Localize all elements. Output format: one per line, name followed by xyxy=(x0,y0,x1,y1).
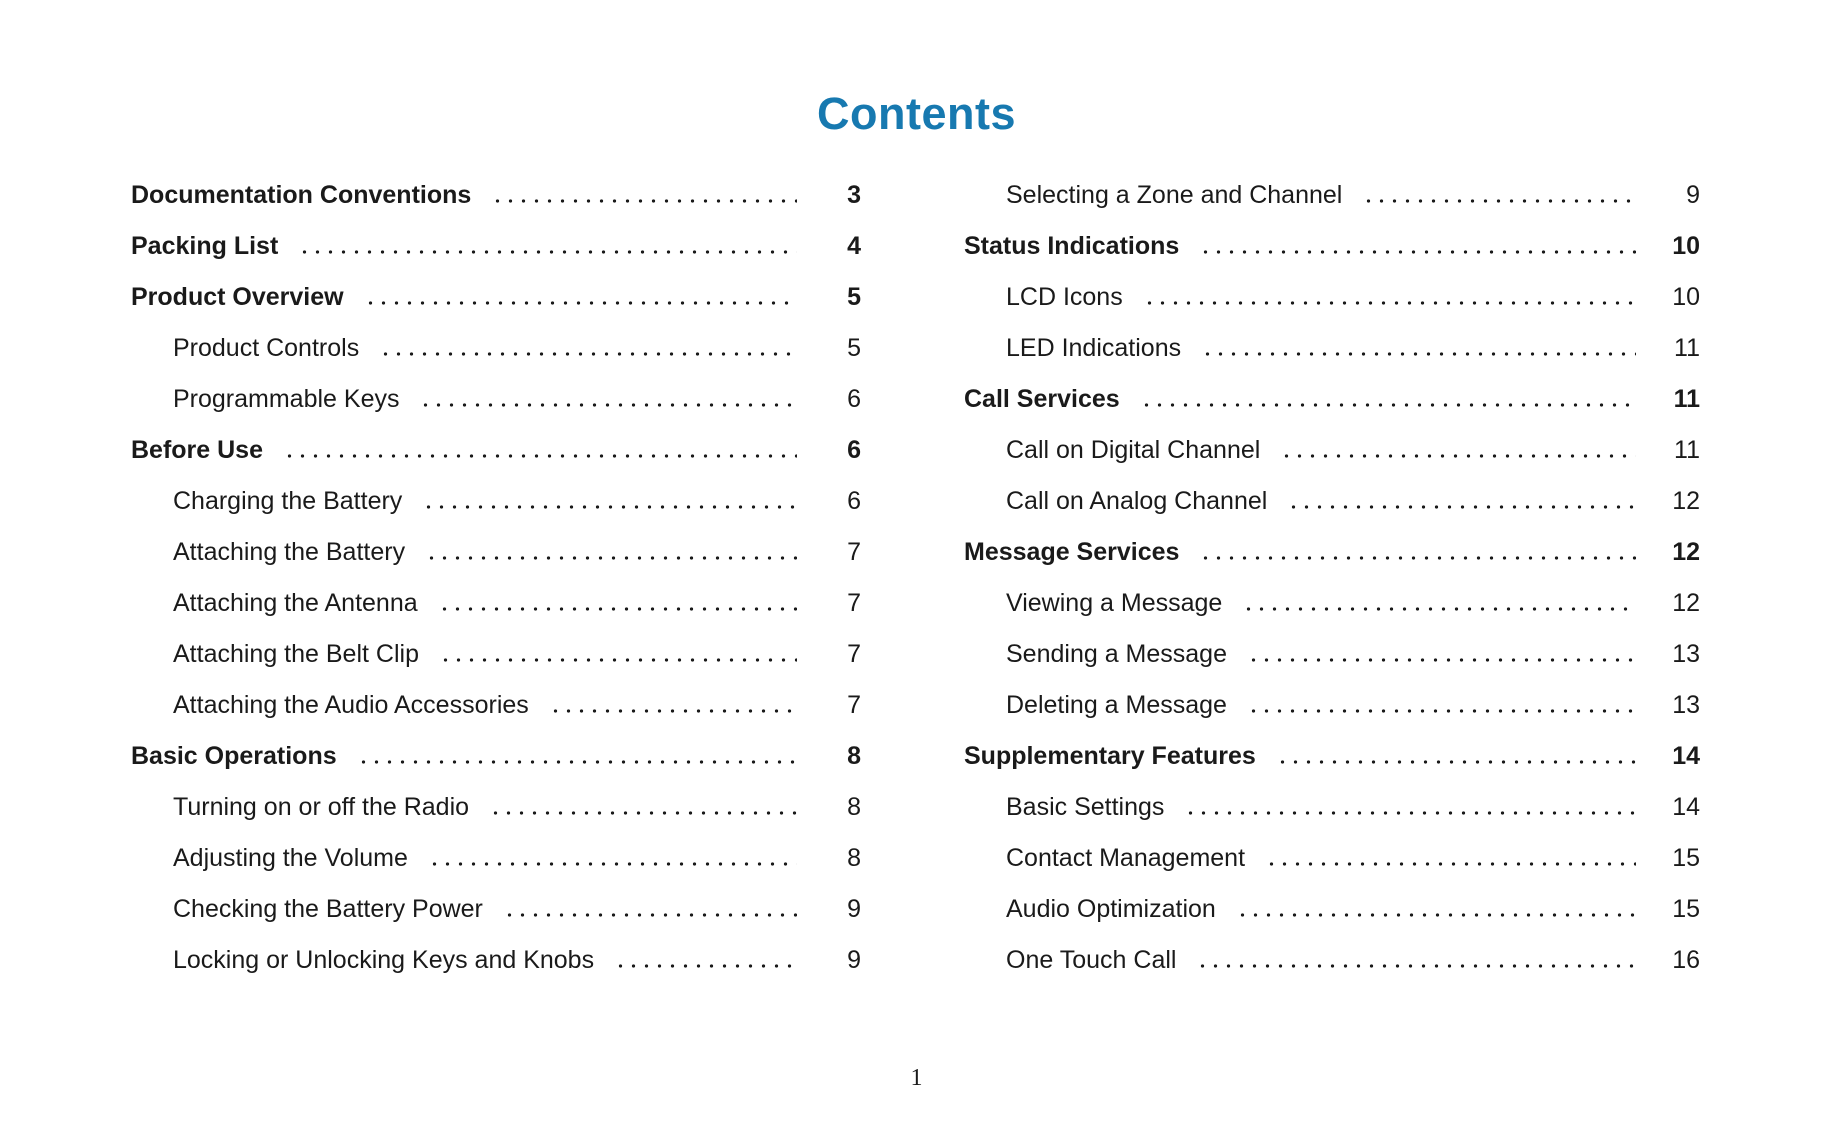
toc-entry-page: 16 xyxy=(1672,946,1700,974)
toc-entry-label: Programmable Keys xyxy=(173,385,400,413)
toc-entry-page: 4 xyxy=(847,232,861,260)
toc-entry-page: 6 xyxy=(847,385,861,413)
toc-entry-label: Basic Operations xyxy=(131,742,337,770)
toc-entry-page: 11 xyxy=(1674,334,1700,362)
toc-entry-before-use[interactable] xyxy=(131,425,861,476)
toc-entry-label: Adjusting the Volume xyxy=(173,844,408,872)
toc-entry-label: Supplementary Features xyxy=(964,742,1256,770)
dot-leader xyxy=(1143,301,1636,305)
toc-entry-label: One Touch Call xyxy=(1006,946,1177,974)
dot-leader xyxy=(419,403,797,407)
toc-entry-call-services[interactable] xyxy=(964,374,1700,425)
toc-entry-label: Audio Optimization xyxy=(1006,895,1216,923)
toc-entry-page: 6 xyxy=(847,487,861,515)
toc-entry-page: 14 xyxy=(1672,742,1700,770)
toc-entry-page: 13 xyxy=(1672,691,1700,719)
toc-entry-product-controls[interactable] xyxy=(131,323,861,374)
toc-entry-label: Product Overview xyxy=(131,283,344,311)
toc-entry-page: 9 xyxy=(1686,181,1700,209)
dot-leader xyxy=(1362,199,1636,203)
toc-entry-attaching-the-audio-accessories[interactable] xyxy=(131,680,861,731)
dot-leader xyxy=(489,811,797,815)
toc-entry-adjusting-the-volume[interactable] xyxy=(131,833,861,884)
toc-entry-label: Call Services xyxy=(964,385,1120,413)
toc-entry-supplementary-features[interactable] xyxy=(964,731,1700,782)
toc-entry-label: Packing List xyxy=(131,232,279,260)
toc-entry-page: 5 xyxy=(847,283,861,311)
toc-entry-charging-the-battery[interactable] xyxy=(131,476,861,527)
dot-leader xyxy=(1242,607,1636,611)
dot-leader xyxy=(439,658,797,662)
toc-entry-page: 7 xyxy=(847,691,861,719)
toc-entry-basic-operations[interactable] xyxy=(131,731,861,782)
toc-entry-label: Contact Management xyxy=(1006,844,1246,872)
dot-leader xyxy=(1276,760,1636,764)
toc-entry-page: 12 xyxy=(1672,487,1700,515)
toc-entry-page: 3 xyxy=(847,181,861,209)
toc-entry-deleting-a-message[interactable] xyxy=(964,680,1700,731)
toc-entry-label: Checking the Battery Power xyxy=(173,895,483,923)
dot-leader xyxy=(1196,964,1636,968)
page-title: Contents xyxy=(817,88,1016,139)
toc-entry-page: 12 xyxy=(1672,589,1700,617)
toc-entry-page: 9 xyxy=(847,946,861,974)
toc-entry-label: Attaching the Belt Clip xyxy=(173,640,419,668)
toc-entry-call-on-analog-channel[interactable] xyxy=(964,476,1700,527)
toc-entry-page: 11 xyxy=(1674,436,1700,464)
toc-entry-label: LED Indications xyxy=(1006,334,1182,362)
dot-leader xyxy=(1287,505,1636,509)
toc-entry-contact-management[interactable] xyxy=(964,833,1700,884)
toc-entry-label: Documentation Conventions xyxy=(131,181,472,209)
toc-entry-label: Attaching the Antenna xyxy=(173,589,418,617)
toc-entry-page: 15 xyxy=(1672,895,1700,923)
dot-leader xyxy=(503,913,797,917)
toc-entry-label: Locking or Unlocking Keys and Knobs xyxy=(173,946,595,974)
toc-entry-page: 8 xyxy=(847,844,861,872)
toc-entry-status-indications[interactable] xyxy=(964,221,1700,272)
toc-entry-page: 8 xyxy=(847,793,861,821)
toc-entry-label: Attaching the Audio Accessories xyxy=(173,691,529,719)
toc-entry-basic-settings[interactable] xyxy=(964,782,1700,833)
toc-entry-programmable-keys[interactable] xyxy=(131,374,861,425)
toc-entry-page: 6 xyxy=(847,436,861,464)
dot-leader xyxy=(1236,913,1636,917)
toc-entry-page: 12 xyxy=(1672,538,1700,566)
dot-leader xyxy=(491,199,797,203)
toc-entry-message-services[interactable] xyxy=(964,527,1700,578)
toc-entry-label: Message Services xyxy=(964,538,1180,566)
toc-entry-page: 8 xyxy=(847,742,861,770)
dot-leader xyxy=(379,352,797,356)
toc-entry-page: 13 xyxy=(1672,640,1700,668)
dot-leader xyxy=(1140,403,1636,407)
toc-entry-page: 7 xyxy=(847,589,861,617)
toc-entry-sending-a-message[interactable] xyxy=(964,629,1700,680)
toc-entry-turning-on-or-off-the-radio[interactable] xyxy=(131,782,861,833)
toc-entry-page: 9 xyxy=(847,895,861,923)
dot-leader xyxy=(1184,811,1636,815)
toc-entry-product-overview[interactable] xyxy=(131,272,861,323)
toc-entry-label: Selecting a Zone and Channel xyxy=(1006,181,1343,209)
toc-entry-page: 15 xyxy=(1672,844,1700,872)
toc-entry-attaching-the-battery[interactable] xyxy=(131,527,861,578)
toc-entry-led-indications[interactable] xyxy=(964,323,1700,374)
toc-entry-page: 11 xyxy=(1673,385,1700,413)
toc-entry-packing-list[interactable] xyxy=(131,221,861,272)
toc-entry-label: LCD Icons xyxy=(1006,283,1123,311)
toc-entry-label: Before Use xyxy=(131,436,263,464)
dot-leader xyxy=(364,301,797,305)
toc-entry-label: Turning on or off the Radio xyxy=(173,793,470,821)
toc-left-column xyxy=(131,170,861,986)
dot-leader xyxy=(438,607,797,611)
toc-entry-selecting-a-zone-and-channel[interactable] xyxy=(964,170,1700,221)
page-number: 1 xyxy=(910,1065,923,1091)
toc-entry-page: 5 xyxy=(847,334,861,362)
dot-leader xyxy=(1247,709,1636,713)
toc-entry-page: 7 xyxy=(847,640,861,668)
dot-leader xyxy=(428,862,797,866)
toc-entry-label: Call on Digital Channel xyxy=(1006,436,1261,464)
dot-leader xyxy=(1265,862,1636,866)
toc-entry-call-on-digital-channel[interactable] xyxy=(964,425,1700,476)
toc-entry-checking-the-battery-power[interactable] xyxy=(131,884,861,935)
toc-entry-locking-or-unlocking-keys-and-knobs[interactable] xyxy=(131,935,861,986)
toc-entry-documentation-conventions[interactable] xyxy=(131,170,861,221)
toc-entry-lcd-icons[interactable] xyxy=(964,272,1700,323)
toc-entry-label: Sending a Message xyxy=(1006,640,1227,668)
toc-entry-page: 10 xyxy=(1672,232,1700,260)
dot-leader xyxy=(549,709,797,713)
dot-leader xyxy=(357,760,797,764)
toc-entry-page: 10 xyxy=(1672,283,1700,311)
dot-leader xyxy=(425,556,797,560)
toc-entry-label: Charging the Battery xyxy=(173,487,403,515)
dot-leader xyxy=(1247,658,1636,662)
toc-entry-label: Product Controls xyxy=(173,334,360,362)
dot-leader xyxy=(1201,352,1636,356)
toc-entry-one-touch-call[interactable] xyxy=(964,935,1700,986)
toc-entry-attaching-the-antenna[interactable] xyxy=(131,578,861,629)
toc-right-column xyxy=(964,170,1700,986)
toc-entry-page: 7 xyxy=(847,538,861,566)
dot-leader xyxy=(422,505,797,509)
toc-entry-label: Attaching the Battery xyxy=(173,538,406,566)
toc-entry-page: 14 xyxy=(1672,793,1700,821)
toc-entry-label: Viewing a Message xyxy=(1006,589,1223,617)
toc-entry-label: Call on Analog Channel xyxy=(1006,487,1268,515)
toc-entry-audio-optimization[interactable] xyxy=(964,884,1700,935)
toc-entry-attaching-the-belt-clip[interactable] xyxy=(131,629,861,680)
toc-entry-label: Status Indications xyxy=(964,232,1180,260)
toc-entry-viewing-a-message[interactable] xyxy=(964,578,1700,629)
toc-entry-label: Basic Settings xyxy=(1006,793,1165,821)
toc-entry-label: Deleting a Message xyxy=(1006,691,1227,719)
dot-leader xyxy=(1199,556,1636,560)
dot-leader xyxy=(1199,250,1636,254)
dot-leader xyxy=(283,454,797,458)
dot-leader xyxy=(298,250,797,254)
dot-leader xyxy=(1280,454,1636,458)
dot-leader xyxy=(614,964,797,968)
